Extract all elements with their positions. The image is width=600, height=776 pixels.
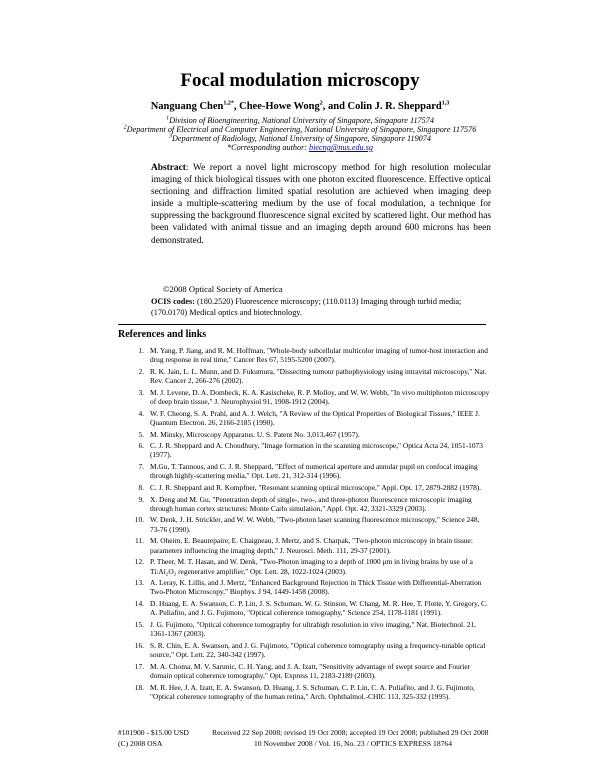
reference-number: 5. (138, 429, 144, 439)
copyright-line: ©2008 Optical Society of America (163, 284, 283, 294)
reference-text: W. F. Cheong, S. A. Prahl, and A. J. Welch, "A Review of the Optical Properties of Biological Tissues," IEEE J. Quantum Electron. 26, 2166-2185 (1990). (150, 408, 480, 427)
author-3: , and Colin J. R. Sheppard (322, 101, 442, 112)
reference-text: M. Oheim, E. Beaurepaire, E. Chaigneau, J. Mertz, and S. Charpak, "Two-photon microscopy in brain tissue: parameters influencing the imaging depth," J. Neurosci. Meth. 111, 29-37 (2001). (150, 536, 473, 555)
reference-item (118, 557, 490, 576)
reference-item (118, 620, 490, 639)
reference-text: J. G. Fujimoto, "Optical coherence tomography for ultrahigh resolution in vivo imaging," Nat. Biotechnol. 21, 1361-1367 (2003). (150, 619, 477, 639)
reference-number: 18. (134, 682, 144, 692)
reference-text: S. R. Chin, E. A. Swanson, and J. G. Fujimoto, "Optical coherence tomography using a frequency-tunable optical source," Opt. Lett. 22, 340-342 (1997). (150, 640, 486, 660)
footer-citation: 10 November 2008 / Vol. 16, No. 23 / OPTICS EXPRESS 18764 (254, 739, 453, 748)
reference-number: 2. (138, 366, 144, 376)
reference-text: A. Leray, K. Lillis, and J. Mertz, "Enhanced Background Rejection in Thick Tissue with Differential-Aberration Two-Photon Microscopy," Biophys. J 94, 1449-1458 (2008). (150, 578, 482, 597)
affiliation-1-text: Division of Bioengineering, National University of Singapore, Singapore 117574 (169, 116, 434, 125)
reference-item (118, 683, 490, 702)
reference-text: M. J. Levene, D. A. Dombeck, K. A. Kasischeke, R. P. Molloy, and W. W. Webb, "In vivo multiphoton microscopy of deep brain tissue," J. Neurophysiol 91, 1908-1912 (2004). (150, 387, 490, 407)
affiliation-2-mark: 2 (123, 124, 127, 131)
affiliation-3-text: Department of Radiology, National University of Singapore, Singapore 119074 (172, 134, 431, 143)
reference-text: C. J. R. Sheppard and R. Kompfner, "Resonant scanning optical microscope," Appl. Opt. 17, 2879-2882 (1978). (150, 482, 482, 492)
reference-text: M. A. Choma, M. V. Sarunic, C. H. Yang, and J. A. Izatt, "Sensitivity advantage of swept source and Fourier domain optical coherence tomography," Opt. Express 11, 2183-2189 (2003). (150, 661, 471, 680)
reference-number: 3. (138, 387, 144, 397)
reference-number: 11. (135, 536, 144, 546)
ocis-codes (151, 297, 496, 318)
abstract-label: Abstract (151, 163, 186, 173)
affiliation-3 (0, 134, 600, 143)
ocis-label: OCIS codes: (151, 297, 195, 306)
reference-text: M. Yang, P. Jiang, and R. M. Hoffman, "Whole-body subcellular multicolor imaging of tumor-host interaction and drug response in real time," Cancer Res 67, 5195-5200 (2007). (150, 346, 488, 365)
reference-item (118, 536, 490, 555)
affiliation-1 (0, 116, 600, 125)
reference-number: 12. (134, 557, 144, 567)
reference-number: 13. (134, 578, 144, 588)
footer-row-2 (118, 739, 490, 748)
reference-item (118, 495, 490, 514)
reference-item (118, 430, 490, 439)
affiliation-3-mark: 3 (169, 133, 173, 140)
abstract (151, 162, 491, 247)
reference-item (118, 462, 490, 481)
author-1-affil: 1,2* (223, 100, 234, 107)
ocis-text: (180.2520) Fluorescence microscopy; (110.0113) Imaging through turbid media; (170.0170) Medical optics and biotechnology. (151, 297, 462, 317)
reference-item (118, 367, 490, 386)
reference-item (118, 662, 490, 681)
reference-item (118, 346, 490, 365)
reference-text: R. K. Jain, L. L. Munn, and D. Fukumura, "Dissecting tumour pathophysiology using intravital microscopy," Nat. Rev. Cancer 2, 266-276 (2002). (150, 366, 487, 386)
reference-item (118, 388, 490, 407)
corresponding-email-link[interactable]: biecng@nus.edu.sg (309, 143, 373, 152)
footer-row-1 (118, 728, 490, 737)
reference-number: 16. (134, 640, 144, 650)
reference-number: 1. (138, 346, 144, 355)
reference-number: 10. (134, 515, 144, 525)
reference-text: D. Huang, E. A. Swanson, C. P. Lin, J. S. Schuman, W. G. Stinson, W. Chang, M. R. Hee, T. Flotte, Y. Gregory, C. A. Puliafito, and J. G. Fujimoto, "Optical coherence tomography," Science 254, 1178-1181 (1991). (150, 598, 488, 618)
abstract-text: : We report a novel light microscopy method for high resolution molecular imaging of thick biological tissues with one photon excited fluorescence. Effective optical sectioning and diffraction limited spatial resolution are achieved when imaging deep inside a multiple-scattering medium by the use of focal modulation, a technique for suppressing the background fluorescence signal excited by scattered light. Our method has been validated with animal tissue and an imaging depth around 600 microns has been demonstrated. (151, 163, 492, 246)
reference-text: W. Denk, J. H. Strickler, and W. W. Webb, "Two-photon laser scanning fluorescence microscopy," Science 248, 73-76 (1990). (150, 515, 480, 534)
reference-text: M. Minsky, Microscopy Apparatus. U. S. Patent No. 3,013,467 (1957). (150, 429, 360, 439)
reference-item (118, 578, 490, 597)
author-3-affil: 1,3 (441, 100, 450, 107)
references-heading: References and links (118, 329, 207, 340)
reference-number: 8. (138, 482, 144, 492)
reference-text: C. J. R. Sheppard and A. Choudhury, "Image formation in the scanning microscope," Optica Acta 24, 1051-1073 (1977). (150, 441, 483, 460)
paper-title: Focal modulation microscopy (180, 70, 420, 91)
affiliation-2 (0, 125, 600, 134)
reference-number: 15. (134, 619, 144, 629)
affiliation-2-text: Department of Electrical and Computer Engineering, National University of Singapore, Singapore 117576 (126, 125, 477, 134)
footer-osa: (C) 2008 OSA (118, 739, 163, 748)
affiliation-1-mark: 1 (166, 115, 170, 122)
reference-item (118, 441, 490, 460)
footer-received: Received 22 Sep 2008; revised 19 Oct 2008; accepted 19 Oct 2008; published 29 Oct 2008 (212, 728, 489, 737)
corresponding-label: *Corresponding author: (227, 143, 310, 152)
reference-number: 14. (134, 598, 144, 608)
reference-number: 7. (138, 462, 144, 472)
reference-text: M. R. Hee, J. A. Izatt, E. A. Swanson, D. Huang, J. S. Schuman, C. P. Lin, C. A. Puliafito, and J. G. Fujimoto, "Optical coherence tomography of the human retina," Arch. Ophthalmol.-CHIC 113, 325-332 (1995). (150, 682, 475, 701)
author-2-affil: 2 (319, 100, 323, 107)
author-line (0, 101, 600, 112)
reference-text: M.Gu, T. Tannous, and C. J. R. Sheppard, "Effect of numerical aperture and annular pupil on confocal imaging through highly-scattering media," Opt. Lett. 21, 312-314 (1996). (150, 462, 478, 481)
reference-item (118, 483, 490, 492)
author-1: Nanguang Chen (150, 101, 224, 112)
reference-number: 6. (138, 441, 144, 451)
reference-item (118, 599, 490, 618)
reference-text: X. Deng and M. Gu, "Penetration depth of single-, two-, and three-photon fluorescence microscopic imaging through human cortex structures: Monte Carlo simulation," Appl. Opt. 42, 3321-3329 (2003). (150, 494, 472, 513)
reference-item (118, 409, 490, 428)
author-2: , Chee-Howe Wong (233, 101, 320, 112)
reference-list (118, 346, 490, 703)
reference-item (118, 515, 490, 534)
reference-number: 9. (138, 494, 144, 504)
reference-number: 17. (134, 661, 144, 671)
corresponding-author (0, 143, 600, 152)
reference-number: 4. (138, 408, 144, 418)
reference-item (118, 641, 490, 660)
footer-price: #101900 - $15.00 USD (118, 728, 189, 737)
section-divider (118, 324, 486, 325)
reference-text: P. Theer, M. T. Hasan, and W. Denk, "Two-Photon imaging to a depth of 1000 μm in living brains by use of a Ti:Al₂O₃ regenerative amplifier," Opt. Lett. 28, 1022-1024 (2003). (150, 557, 473, 576)
